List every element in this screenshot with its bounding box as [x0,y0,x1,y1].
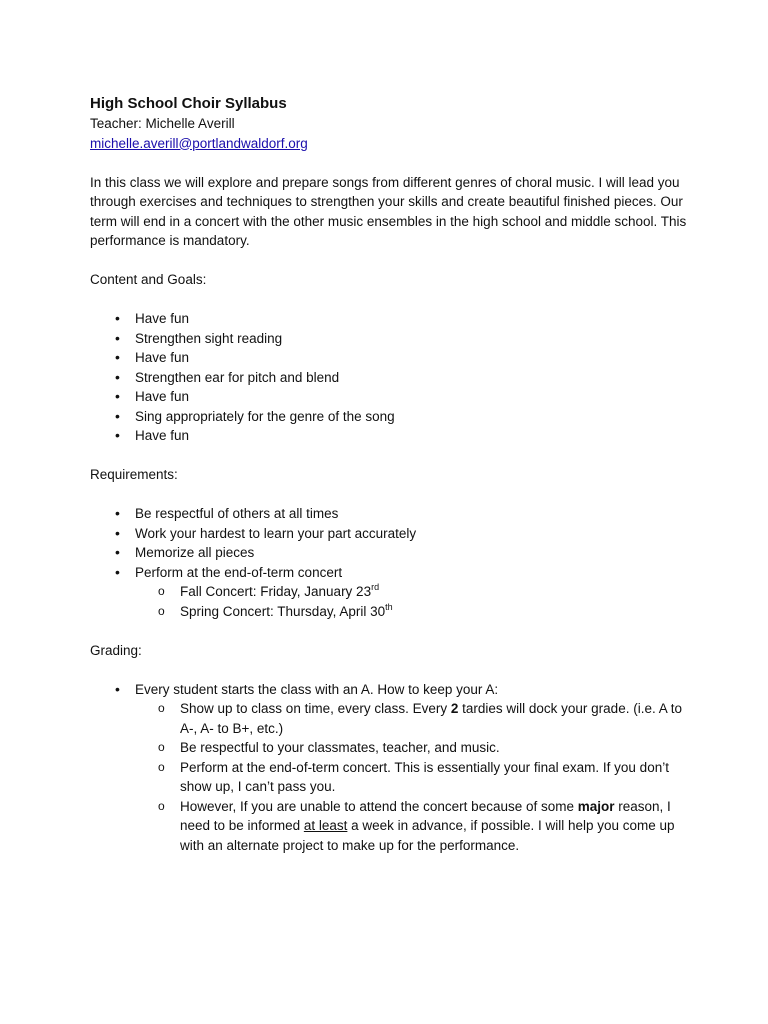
concert-date-item: o Fall Concert: Friday, January 23rd [90,582,690,602]
requirements-list [90,504,690,621]
grading-list [90,680,690,856]
grading-subitem: o However, If you are unable to attend the concert because of some major reason, I need to be informed at least a week in advance, if possible. I will help you come up with an alternate project to make up for the performance. [90,797,690,856]
goal-item: • Have fun [90,348,690,368]
concert-dates-list [90,582,690,621]
intro-paragraph: In this class we will explore and prepare songs from different genres of choral music. I will lead you through exercises and techniques to strengthen your skills and create beautiful finished pieces. Our term will end in a concert with the other music ensembles in the high school and middle school. This performance is mandatory. [90,174,687,248]
goals-list [90,309,690,446]
grading-subitem: o Show up to class on time, every class. Every 2 tardies will dock your grade. (i.e. A to A-, A- to B+, etc.) [90,699,690,738]
syllabus-content [90,94,690,855]
goal-item: • Have fun [90,387,690,407]
requirement-item: • Work your hardest to learn your part accurately [90,524,690,544]
requirement-item: • Memorize all pieces [90,543,690,563]
grading-sublist [90,699,690,855]
email-link[interactable]: michelle.averill@portlandwaldorf.org [90,135,308,151]
grading-heading: Grading: [90,642,142,658]
goal-item: • Strengthen sight reading [90,329,690,349]
requirement-item [90,563,690,622]
grading-item [90,680,690,856]
goal-item: • Sing appropriately for the genre of the song [90,407,690,427]
goal-item: • Have fun [90,309,690,329]
goal-item: • Strengthen ear for pitch and blend [90,368,690,388]
grading-intro: Every student starts the class with an A. How to keep your A: [135,681,499,697]
document-title: High School Choir Syllabus [90,95,287,112]
goals-heading: Content and Goals: [90,272,207,287]
requirements-heading: Requirements: [90,467,178,482]
requirement-item: • Be respectful of others at all times [90,504,690,524]
concert-date-item: o Spring Concert: Thursday, April 30th [90,602,690,622]
grading-subitem: o Be respectful to your classmates, teacher, and music. [90,738,690,758]
grading-subitem: o Perform at the end-of-term concert. This is essentially your final exam. If you don’t show up, I can’t pass you. [90,758,690,797]
teacher-line: Teacher: Michelle Averill [90,116,235,131]
goal-item: • Have fun [90,426,690,446]
requirement-item-label: Perform at the end-of-term concert [135,564,343,580]
